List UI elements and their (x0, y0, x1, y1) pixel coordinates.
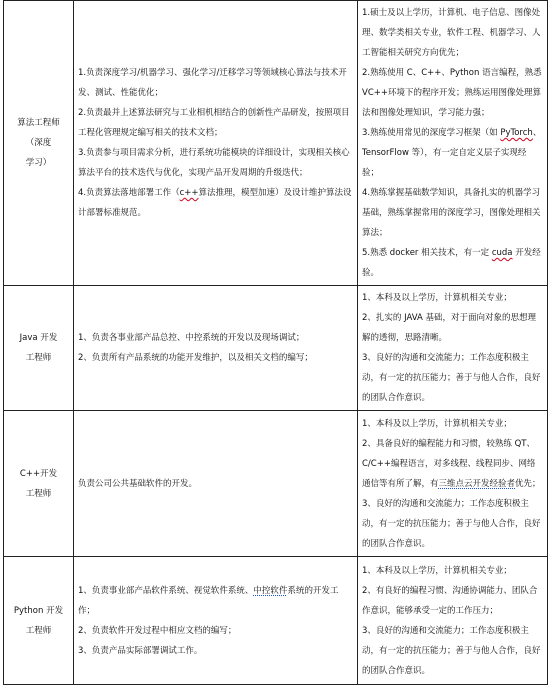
requirement-item: 3、良好的沟通和交流能力；工作态度积极主动，有一定的抗压能力；善于与他人合作，良好的团队合作意识。 (362, 498, 541, 549)
duty-item: 1.负责深度学习/机器学习、强化学习/迁移学习等领域核心算法与技术开发、测试、性能优化； (78, 68, 347, 98)
job-title-line: 工程师 (25, 353, 52, 363)
job-duties-cell (74, 1, 358, 286)
job-title-cell (4, 286, 74, 411)
job-title-cell (4, 411, 74, 557)
requirement-item: 4.熟练掌握基础数学知识，具备扎实的机器学习基础，熟练掌握常用的深度学习，图像处理相关算法； (362, 188, 541, 238)
job-duties-cell (74, 411, 358, 557)
requirement-item: 1、本科及以上学历，计算机相关专业； (362, 418, 512, 429)
duty-item: 3、负责产品实际部署调试工作。 (78, 645, 203, 656)
requirement-item: 1、本科及以上学历，计算机相关专业； (362, 293, 512, 303)
duty-item: 负责公司公共基础软件的开发。 (78, 478, 198, 489)
requirement-item: 2、具备良好的编程能力和习惯，较熟练 QT、C/C++编程语言，对多线程、线程同步、网络通信等有所了解，有三维点云开发经验者优先； (362, 438, 541, 489)
job-title-line: C++开发 (19, 468, 58, 479)
job-title-cell (4, 1, 74, 286)
duty-item: 2.负责最并上述算法研究与工业相机相结合的创新性产品研发，按照项目工程化管理规定编写相关的技术文档； (78, 108, 350, 138)
requirement-item: 2、有良好的编程习惯、沟通协调能力、团队合作意识，能够承受一定的工作压力； (362, 585, 538, 616)
job-title-line: Java 开发 (19, 333, 58, 343)
duty-item: 2、负责所有产品系统的功能开发维护，以及相关文档的编写； (78, 353, 313, 363)
job-requirements-cell (358, 1, 548, 286)
job-title-line: 工程师 (25, 488, 52, 499)
job-title-line: 工程师 (25, 625, 52, 636)
duty-item: 2、负责软件开发过程中相应文档的编写； (78, 625, 237, 636)
requirement-item: 1.硕士及以上学历，计算机、电子信息、图像处理、数学类相关专业，软件工程、机器学习、人工智能相关研究方向优先； (362, 8, 541, 58)
duty-item: 1、负责各事业部产品总控、中控系统的开发以及现场调试； (78, 333, 305, 343)
table-row (4, 557, 548, 685)
job-requirements-cell (358, 411, 548, 557)
requirement-item: 2、扎实的 JAVA 基础，对于面向对象的思想理解的透彻，思路清晰。 (362, 313, 537, 343)
requirement-item: 3、良好的沟通和交流能力；工作态度积极主动，有一定的抗压能力；善于与他人合作，良好的团队合作意识。 (362, 353, 541, 403)
requirement-item: 3.熟练使用常见的深度学习框架（如 PyTorch、TensorFlow 等），有一定自定义层子实现经验； (362, 128, 542, 178)
job-title-cell (4, 557, 74, 685)
duty-item: 3.负责参与项目需求分析，进行系统功能模块的详细设计，实现相关核心算法平台的技术迭代与优化，实现产品开发周期的升级迭代； (78, 148, 350, 178)
job-duties-cell (74, 286, 358, 411)
table-row (4, 286, 548, 411)
duty-item: 1、负责事业部产品软件系统、视觉软件系统、中控软件系统的开发工作； (78, 585, 339, 616)
job-title-line: 学习） (25, 158, 52, 168)
spellcheck-mark: PyTorch (500, 128, 533, 138)
link-mark: 三维点云开发经验者 (438, 478, 516, 489)
job-requirements-cell (358, 286, 548, 411)
job-requirements-cell (358, 557, 548, 685)
requirement-item: 1、本科及以上学历，计算机相关专业； (362, 565, 512, 576)
job-duties-cell (74, 557, 358, 685)
requirement-item: 2.熟练使用 C、C++、Python 语言编程，熟悉 VC++环境下的程序开发；熟练运用图像处理算法和图像处理知识，学习能力强； (362, 68, 542, 118)
spellcheck-mark: cuda (491, 248, 513, 258)
job-title-line: Python 开发 (13, 605, 64, 616)
requirement-item: 3、良好的沟通和交流能力；工作态度积极主动，有一定的抗压能力；善于与他人合作，良好的团队合作意识。 (362, 625, 541, 676)
duty-item: 4.负责算法落地部署工作（c++算法推理，模型加速）及设计维护算法设计部署标准规范。 (78, 188, 352, 218)
spellcheck-mark: c++ (179, 188, 199, 198)
job-title-line: （深度 (25, 138, 52, 148)
requirement-item: 5.熟悉 docker 相关技术，有一定 cuda 开发经验。 (362, 248, 541, 278)
link-mark: 中控软件 (253, 585, 288, 596)
table-row (4, 1, 548, 286)
job-table (3, 0, 548, 685)
job-title-line: 算法工程师 (17, 118, 60, 128)
table-row (4, 411, 548, 557)
